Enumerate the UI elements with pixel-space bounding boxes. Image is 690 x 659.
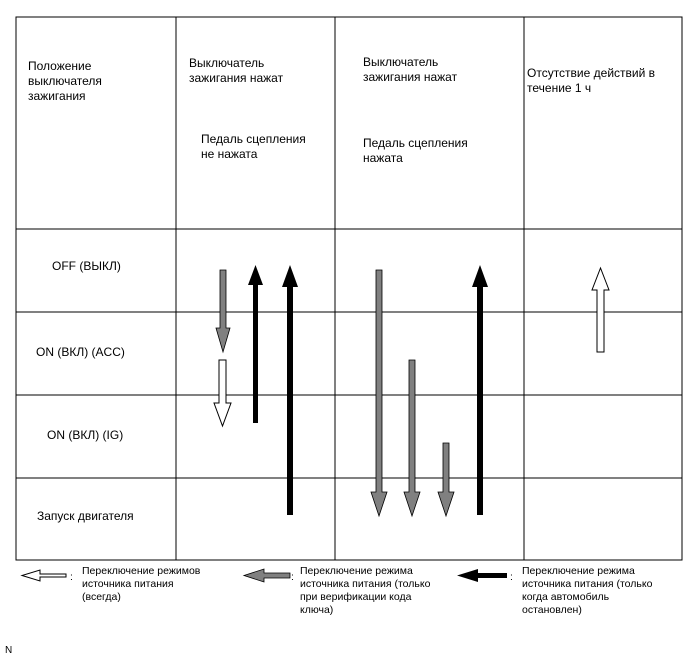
header-col3-subtitle: Педаль сцепления нажата [363, 136, 468, 165]
legend-gray-colon: : [291, 571, 294, 583]
legend-gray-text: Переключение режима источника питания (только при верификации кода ключа) [300, 565, 431, 616]
row-label-off: OFF (ВЫКЛ) [52, 259, 121, 273]
row-label-engine-start: Запуск двигателя [37, 509, 134, 523]
row-label-acc: ON (ВКЛ) (ACC) [36, 345, 125, 359]
legend-black-arrow-icon [457, 569, 507, 582]
header-col3-title: Выключатель зажигания нажат [363, 55, 458, 84]
legend-black-text: Переключение режима источника питания (только когда автомобиль остановлен) [522, 565, 653, 616]
gray-arrow-off-to-start [371, 270, 387, 516]
header-col4-title: Отсутствие действий в течение 1 ч [527, 66, 656, 95]
white-arrow-acc-to-off [592, 268, 609, 352]
legend-black-colon: : [510, 571, 513, 583]
legend-white-text: Переключение режимов источника питания (всегда) [82, 565, 201, 603]
header-col2-title: Выключатель зажигания нажат [189, 56, 284, 85]
footnote-label: N [5, 645, 13, 656]
gray-arrow-acc-to-start [404, 360, 420, 516]
gray-arrow-ig-to-start [438, 443, 454, 516]
header-col2-subtitle: Педаль сцепления не нажата [201, 132, 306, 161]
gray-arrow-off-to-acc [216, 270, 230, 352]
white-arrow-acc-to-ig [214, 360, 231, 426]
legend-white-arrow-icon [22, 570, 66, 581]
legend-white-colon: : [70, 571, 73, 583]
black-arrow-ig-to-off [248, 265, 263, 423]
legend-gray-arrow-icon [244, 569, 290, 582]
table-border [16, 17, 682, 560]
row-label-ig: ON (ВКЛ) (IG) [47, 428, 124, 442]
header-ignition-position: Положение выключателя зажигания [28, 59, 102, 103]
